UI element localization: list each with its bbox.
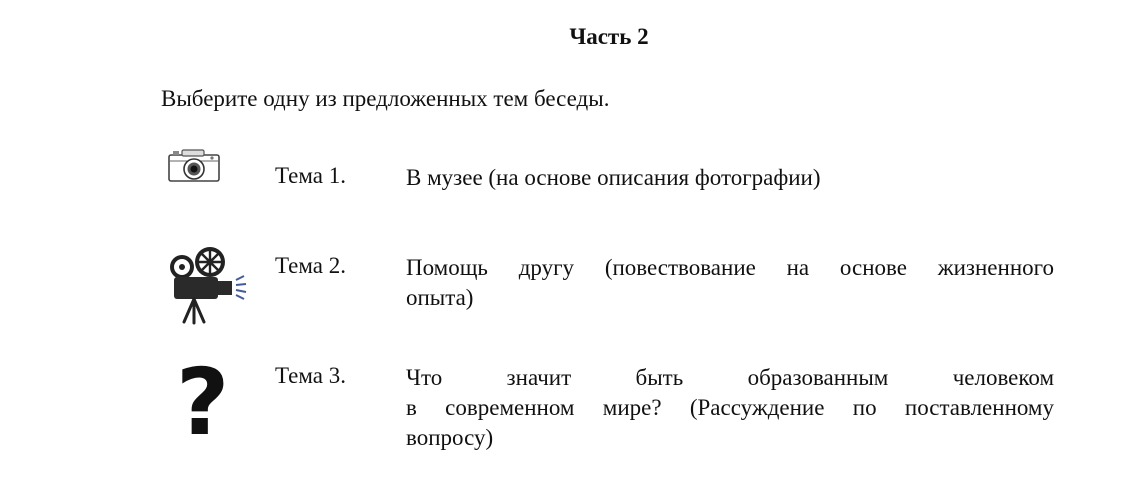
topic-3-text (406, 363, 1054, 453)
question-mark-icon: ? (176, 349, 230, 456)
camera-icon (168, 147, 220, 187)
topic-1-line: В музее (на основе описания фотографии) (406, 165, 821, 190)
topic-3-line: в современном мире? (Рассуждение по поставленному (406, 395, 1054, 420)
topic-3-label: Тема 3. (275, 363, 346, 388)
topic-2-line: опыта) (406, 285, 474, 310)
topic-1-text (406, 163, 1054, 193)
instruction-text: Выберите одну из предложенных тем беседы. (161, 86, 610, 111)
film-projector-icon (162, 247, 248, 325)
topic-3-line: Что значит быть образованным человеком (406, 365, 1054, 390)
topic-1-label: Тема 1. (275, 163, 346, 188)
topic-2-line: Помощь другу (повествование на основе жизненного (406, 255, 1054, 280)
part-title: Часть 2 (569, 24, 649, 49)
topic-3-line: вопросу) (406, 425, 494, 450)
topic-2-label: Тема 2. (275, 253, 346, 278)
topic-2-text (406, 253, 1054, 313)
